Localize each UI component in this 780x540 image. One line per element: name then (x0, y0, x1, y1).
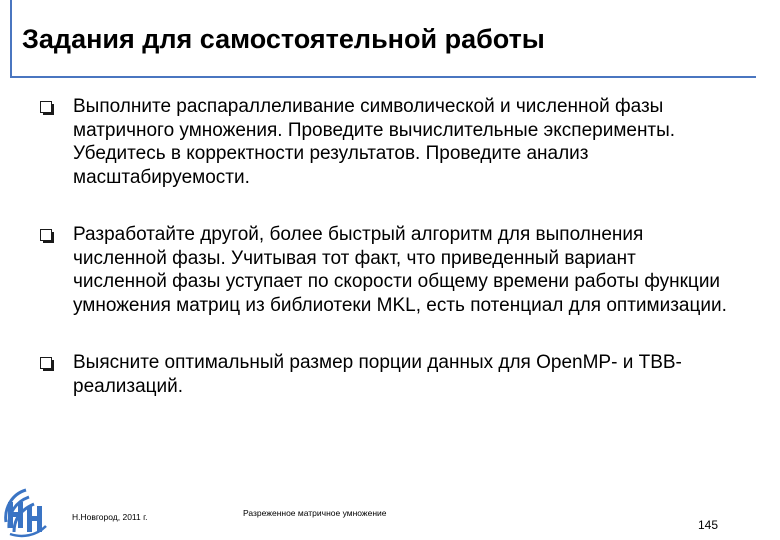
task-item (40, 223, 730, 317)
university-logo-icon (2, 482, 48, 538)
checkbox-square-icon (40, 229, 52, 241)
task-text: Выясните оптимальный размер порции данных для OpenMP- и TBB-реализаций. (73, 352, 682, 397)
footer-topic: Разреженное матричное умножение (243, 508, 387, 518)
slide-title: Задания для самостоятельной работы (22, 24, 545, 54)
checkbox-square-icon (40, 101, 52, 113)
task-list (40, 95, 730, 398)
checkbox-square-icon (40, 357, 52, 369)
task-text: Разработайте другой, более быстрый алгоритм для выполнения численной фазы. Учитывая тот факт, что приведенный вариант численной фазы уступает по скорости общему времени работы функции умножения матриц из библиотеки MKL, есть потенциал для оптимизации. (73, 224, 727, 316)
task-text: Выполните распараллеливание символической и численной фазы матричного умножения. Проведите вычислительные эксперименты. Убедитесь в корректности результатов. Проведите анализ масштабируемости. (73, 96, 676, 188)
footer-location-date: Н.Новгород, 2011 г. (72, 512, 148, 522)
task-item (40, 95, 730, 189)
page-number: 145 (698, 518, 719, 532)
task-item (40, 351, 730, 398)
